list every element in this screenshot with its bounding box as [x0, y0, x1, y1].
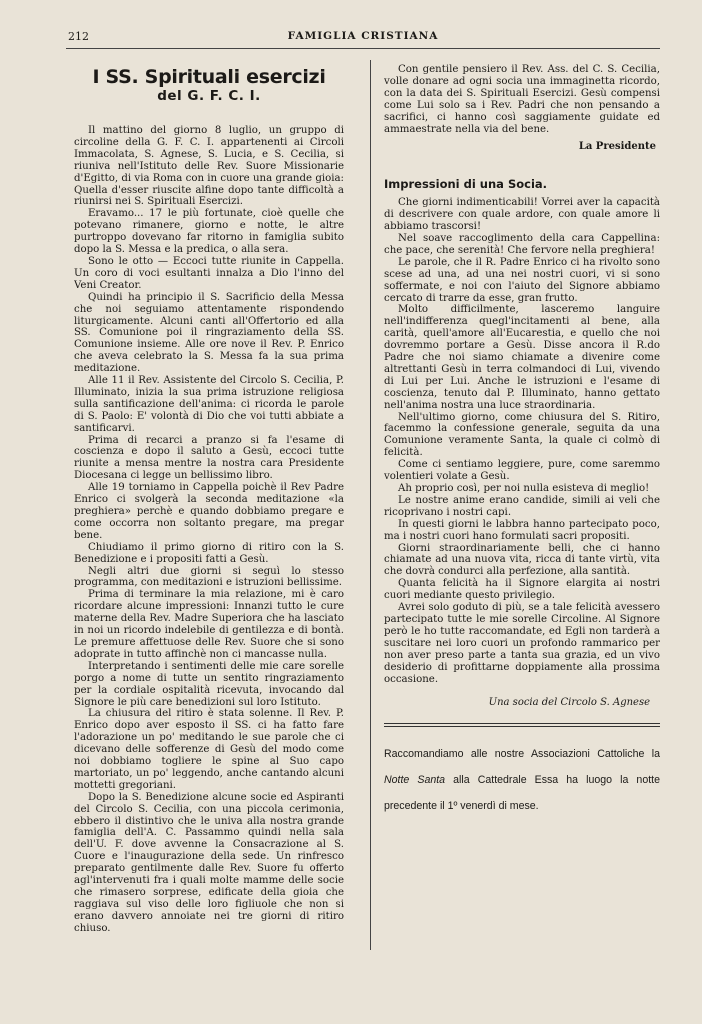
header-rule [66, 48, 660, 49]
masthead: FAMIGLIA CRISTIANA [287, 30, 439, 42]
impressions-signature: Una socia del Circolo S. Agnese [488, 697, 650, 709]
page-header [68, 30, 658, 46]
paragraph: Le nostre anime erano candide, simili ai veli che ricoprivano i nostri capi. [384, 494, 660, 518]
notice-text-before: Raccomandiamo alle nostre Associazioni Cattoliche la [384, 748, 660, 761]
paragraph: Sono le otto — Eccoci tutte riunite in Cappella. Un coro di voci esultanti innalza a Dio l'inno del Veni Creator. [74, 255, 344, 291]
paragraph: Come ci sentiamo leggiere, pure, come saremmo volentieri volate a Gesù. [384, 459, 660, 483]
paragraph: Interpretando i sentimenti delle mie care sorelle porgo a nome di tutte un sentito ringraziamento per la cordiale ospitalità ricevuta, invocando dal Signore le più care benedizioni sul loro Istituto. [74, 660, 344, 708]
paragraph: La chiusura del ritiro è stata solenne. Il Rev. P. Enrico dopo aver esposto il SS. ci ha fatto fare l'adorazione un po' meditando le sue parole che ci dicevano delle sofferenze di Gesù del modo come noi dobbiamo togliere le spine al Suo capo martoriato, un po' leggendo, anche cantando alcuni mottetti gregoriani. [74, 708, 344, 791]
paragraph: Alle 19 torniamo in Cappella poichè il Rev Padre Enrico ci svolgerà la seconda meditazione «la preghiera» perchè e quando dobbiamo pregare e come occorra non soltanto pregare, ma pregar bene. [74, 482, 344, 541]
right-column [384, 64, 660, 954]
paragraph: Chiudiamo il primo giorno di ritiro con la S. Benedizione e i propositi fatti a Gesù. [74, 541, 344, 565]
article-signature: La Presidente [578, 141, 656, 153]
left-column [74, 64, 344, 954]
notice-box [384, 741, 660, 819]
paragraph: Alle 11 il Rev. Assistente del Circolo S. Cecilia, P. Illuminato, inizia la sua prima istruzione religiosa sulla santificazione dell'anima: ci ricorda le parole di S. Paolo: E' volontà di Dio che voi tutti abbiate a santificarvi. [74, 375, 344, 434]
article-subtitle: del G. F. C. I. [157, 88, 261, 104]
article-body-left [74, 125, 344, 935]
article-body-right [384, 64, 660, 135]
article-title: I SS. Spirituali esercizi [92, 66, 326, 88]
column-divider [370, 60, 371, 950]
paragraph: Ah proprio così, per noi nulla esisteva di meglio! [398, 483, 650, 494]
paragraph: Nell'ultimo giorno, come chiusura del S. Ritiro, facemmo la confessione generale, seguita da una Comunione veramente Santa, la quale ci colmò di felicità. [384, 411, 660, 459]
paragraph: Eravamo... 17 le più fortunate, cioè quelle che potevano rimanere, giorno e notte, le altre purtroppo dovevano far ritorno in famiglia subito dopo la S. Messa e la predica, o alla sera. [74, 208, 344, 256]
paragraph: Dopo la S. Benedizione alcune socie ed Aspiranti del Circolo S. Cecilia, con una piccola cerimonia, ebbero il distintivo che le univa alla nostra grande famiglia dell'A. C. Passammo quindi nella sala dell'U. F. dove avvenne la Consacrazione al S. Cuore e l'inaugurazione della sede. Un rinfresco preparato gentilmente dalle Rev. Suore fu offerto agl'intervenuti fra i quali molte mamme delle socie che rimasero sorprese, edificate della gioia che raggiava sul viso delle loro figliuole che non si erano davvero annoiate nei tre giorni di ritiro chiuso. [74, 791, 344, 934]
paragraph: Negli altri due giorni si seguì lo stesso programma, con meditazioni e istruzioni bellissime. [74, 565, 344, 589]
notice-rule [384, 723, 660, 727]
paragraph: Nel soave raccoglimento della cara Cappellina: che pace, che serenità! Che fervore nella preghiera! [384, 232, 660, 256]
paragraph: Avrei solo goduto di più, se a tale felicità avessero partecipato tutte le mie sorelle Circoline. Al Signore però le ho tutte raccomandate, ed Egli non tarderà a suscitare nei loro cuori un profondo rammarico per non aver preso parte a tanta sua grazia, ed un vivo desiderio di profittarne doppiamente alla prossima occasione. [384, 602, 660, 685]
notice-text-italic: Notte Santa [384, 774, 446, 787]
paragraph: Quindi ha principio il S. Sacrificio della Messa che noi seguiamo attentamente rispondendo liturgicamente. Alcuni canti all'Offertorio ed alla SS. Comunione poi il ringraziamento della SS. Comunione insieme. Alle ore nove il Rev. P. Enrico che aveva celebrato la S. Messa fa la sua prima meditazione. [74, 291, 344, 375]
paragraph: Il mattino del giorno 8 luglio, un gruppo di circoline della G. F. C. I. appartenenti ai Circoli Immacolata, S. Agnese, S. Lucia, e S. Cecilia, si riuniva nell'Istituto delle Rev. Suore Missionarie d'Egitto, di via Roma con in cuore una grande gioia: Quella d'esser riuscite alfine dopo tante difficoltà a riunirsi nei S. Spirituali Esercizi. [74, 125, 344, 208]
paragraph: Prima di recarci a pranzo si fa l'esame di coscienza e dopo il saluto a Gesù, eccoci tutte riunite a mensa mentre la nostra cara Presidente Diocesana ci legge un bellissimo libro. [74, 434, 344, 482]
impressions-title: Impressioni di una Socia. [384, 177, 548, 192]
paragraph: Molto difficilmente, lasceremo languire nell'indifferenza quegl'incitamenti al bene, alla carità, quell'amore all'Eucarestia, e quello che noi dovremmo portare a Gesù. Disse ancora il R.do Padre che noi siamo chiamate a divenire come altrettanti Gesù in terra colmandoci di Lui, vivendo di Lui per Lui. Anche le istruzioni e l'esame di coscienza, tenuto dal P. Illuminato, hanno gettato nell'anima nostra una luce straordinaria. [384, 304, 660, 411]
paragraph: Giorni straordinariamente belli, che ci hanno chiamate ad una nuova vita, ricca di tante virtù, vita che dovrà condurci alla perfezione, alla santità. [384, 542, 660, 578]
paragraph: Prima di terminare la mia relazione, mi è caro ricordare alcune impressioni: Innanzi tutto le cure materne della Rev. Madre Superiora che ha lasciato in noi un ricordo indelebile di gentilezza e di bontà. Le premure affettuose delle Rev. Suore che si sono adoprate in tutto affinchè non ci mancasse nulla. [74, 589, 344, 660]
paragraph: Quanta felicità ha il Signore elargita ai nostri cuori mediante questo privilegio. [384, 578, 660, 602]
paragraph: In questi giorni le labbra hanno partecipato poco, ma i nostri cuori hano formulati sacri propositi. [384, 518, 660, 542]
impressions-body [384, 197, 660, 685]
paragraph: Le parole, che il R. Padre Enrico ci ha rivolto sono scese ad una, ad una nei nostri cuori, vi si sono soffermate, e noi con l'aiuto del Signore abbiamo cercato di trarre da esse, gran frutto. [384, 256, 660, 304]
paragraph: Con gentile pensiero il Rev. Ass. del C. S. Cecilia, volle donare ad ogni socia una immaginetta ricordo, con la data dei S. Spirituali Esercizi. Gesù compensi come Lui solo sa i Rev. Padri che non pensando a sacrifici, ci hanno così saggiamente guidate ed ammaestrate nella via del bene. [384, 64, 660, 135]
paragraph: Che giorni indimenticabili! Vorrei aver la capacità di descrivere con quale ardore, con quale amore li abbiamo trascorsi! [384, 197, 660, 233]
notice-text-after: alla Cattedrale Essa ha luogo la notte precedente il 1º venerdì di mese. [384, 774, 660, 813]
page-number: 212 [68, 30, 89, 43]
